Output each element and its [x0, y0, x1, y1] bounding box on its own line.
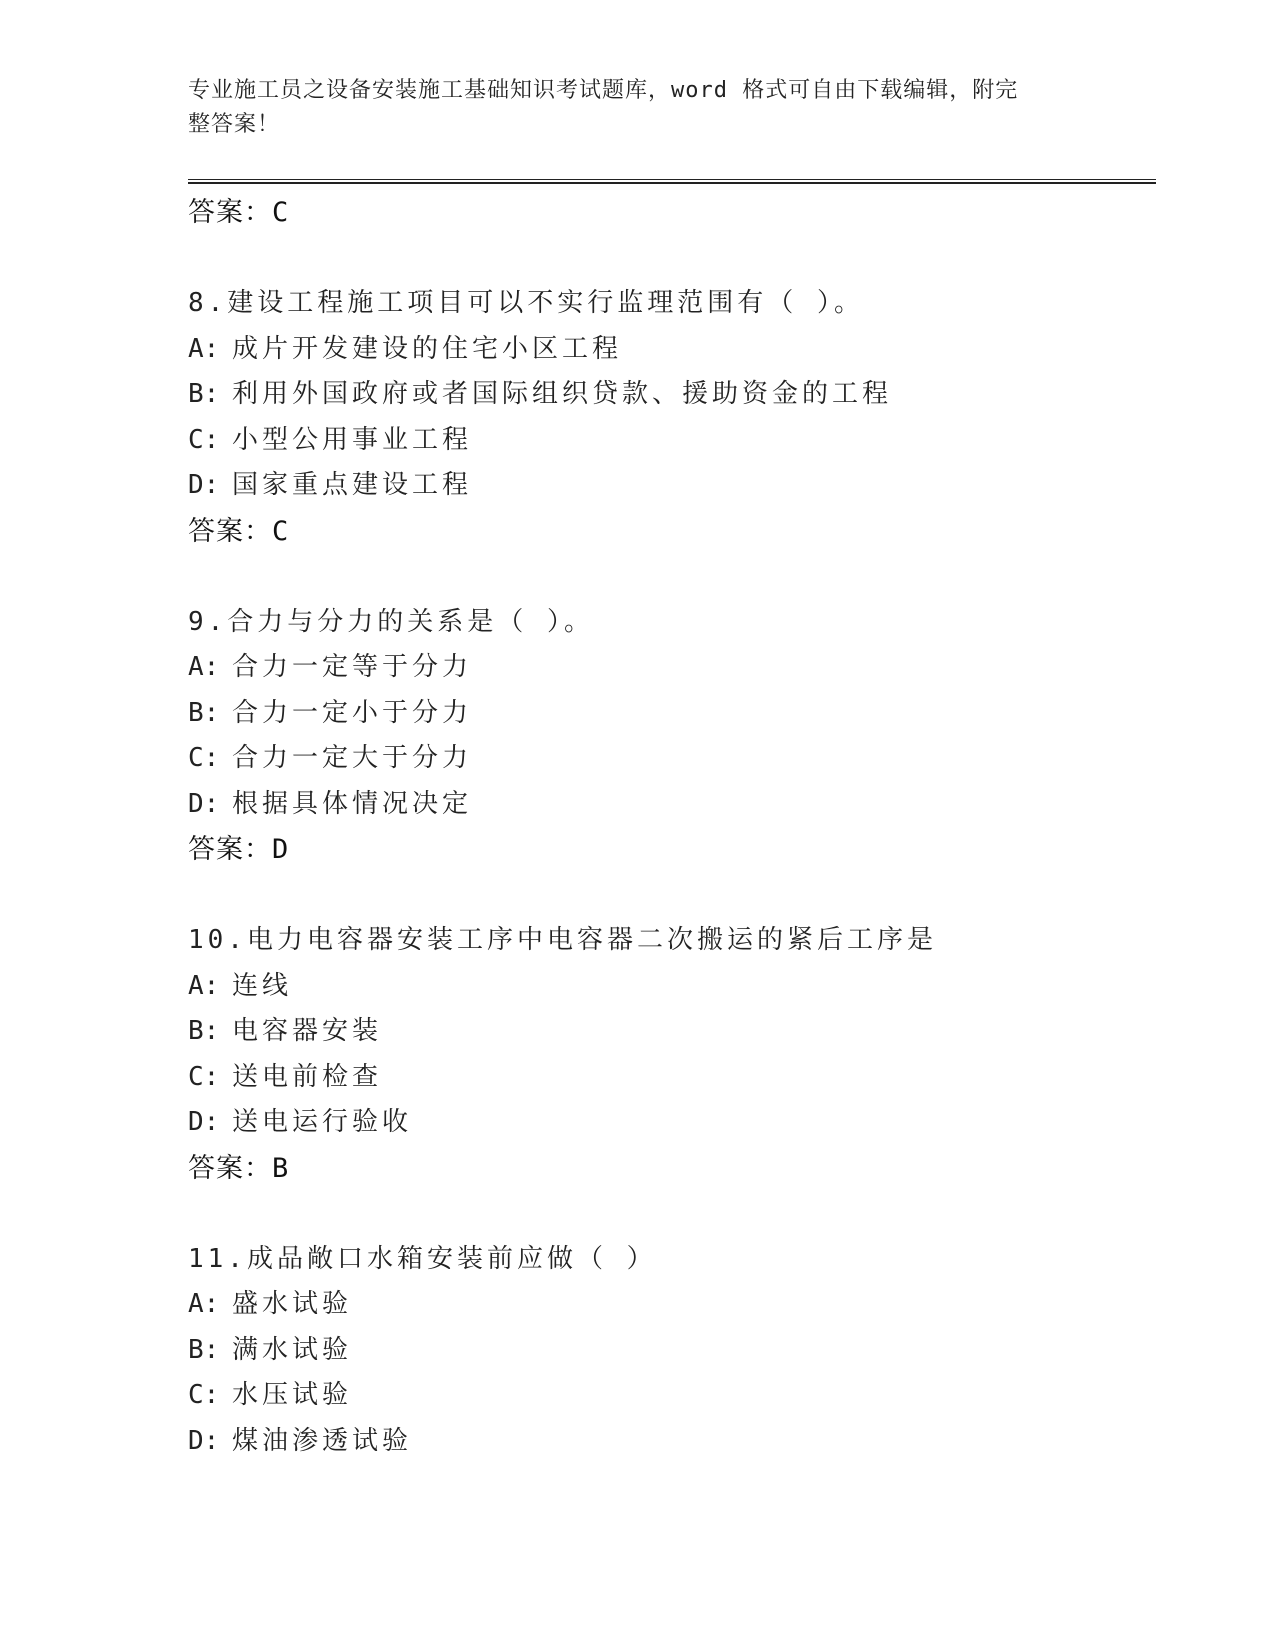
option-text: 送电运行验收 [232, 1107, 413, 1137]
option-letter: C: [188, 743, 220, 773]
option-text: 连线 [232, 970, 293, 1001]
option-text: 成片开发建设的住宅小区工程 [232, 333, 623, 364]
option-d [188, 1419, 1148, 1465]
answer-line [188, 190, 1148, 236]
option-letter: B: [188, 697, 220, 728]
option-a [188, 645, 1148, 691]
option-text: 满水试验 [232, 1334, 353, 1365]
question-title: 8.建设工程施工项目可以不实行监理范围有（ ）。 [188, 288, 864, 318]
option-b [188, 691, 1148, 737]
option-text: 合力一定小于分力 [232, 697, 473, 728]
answer-line [188, 509, 1148, 555]
option-letter: A: [188, 1289, 220, 1319]
document-header [188, 74, 1088, 142]
option-a [188, 964, 1148, 1010]
spacer [188, 1191, 1148, 1237]
option-b [188, 1009, 1148, 1055]
option-text: 小型公用事业工程 [232, 424, 473, 455]
option-letter: C: [188, 424, 220, 455]
question-10 [188, 918, 1148, 1191]
answer-line [188, 827, 1148, 873]
question-9 [188, 600, 1148, 873]
option-c [188, 736, 1148, 782]
question-title: 10.电力电容器安装工序中电容器二次搬运的紧后工序是 [188, 925, 937, 955]
option-text: 国家重点建设工程 [232, 470, 473, 500]
option-text: 煤油渗透试验 [232, 1425, 413, 1456]
option-letter: D: [188, 788, 220, 819]
option-text: 盛水试验 [232, 1289, 353, 1319]
header-line-2: 整答案！ [188, 112, 281, 137]
answer-line [188, 1146, 1148, 1192]
header-divider [188, 179, 1156, 184]
option-letter: C: [188, 1380, 220, 1410]
option-text: 合力一定大于分力 [232, 743, 473, 773]
option-d [188, 463, 1148, 509]
option-letter: A: [188, 652, 220, 682]
option-d [188, 782, 1148, 828]
option-a [188, 327, 1148, 373]
question-list [188, 190, 1148, 1464]
question-title: 11.成品敞口水箱安装前应做（ ） [188, 1243, 657, 1274]
option-text: 送电前检查 [232, 1061, 383, 1092]
spacer [188, 236, 1148, 282]
option-text: 根据具体情况决定 [232, 788, 473, 819]
option-letter: B: [188, 379, 220, 409]
question-title: 9.合力与分力的关系是（ ）。 [188, 606, 594, 637]
option-b [188, 1328, 1148, 1374]
header-line-1: 专业施工员之设备安装施工基础知识考试题库，word 格式可自由下载编辑，附完 [188, 78, 1019, 103]
answer-value: D [272, 834, 289, 865]
option-letter: D: [188, 1425, 220, 1456]
answer-value: C [272, 197, 289, 228]
option-text: 水压试验 [232, 1380, 353, 1410]
option-letter: A: [188, 333, 220, 364]
answer-label: 答案： [188, 834, 272, 865]
option-letter: D: [188, 1107, 220, 1137]
option-text: 合力一定等于分力 [232, 652, 473, 682]
option-a [188, 1282, 1148, 1328]
option-letter: C: [188, 1061, 220, 1092]
answer-label: 答案： [188, 515, 272, 547]
answer-label: 答案： [188, 197, 272, 228]
option-letter: B: [188, 1016, 220, 1046]
question-8 [188, 281, 1148, 554]
option-text: 利用外国政府或者国际组织贷款、援助资金的工程 [232, 379, 893, 409]
option-text: 电容器安装 [232, 1016, 383, 1046]
option-c [188, 1055, 1148, 1101]
option-c [188, 1373, 1148, 1419]
option-d [188, 1100, 1148, 1146]
answer-value: B [272, 1152, 289, 1184]
answer-value: C [272, 515, 289, 547]
spacer [188, 873, 1148, 919]
option-letter: B: [188, 1334, 220, 1365]
answer-label: 答案： [188, 1152, 272, 1184]
spacer [188, 554, 1148, 600]
option-letter: A: [188, 970, 220, 1001]
option-c [188, 418, 1148, 464]
option-letter: D: [188, 470, 220, 500]
question-11 [188, 1237, 1148, 1465]
option-b [188, 372, 1148, 418]
